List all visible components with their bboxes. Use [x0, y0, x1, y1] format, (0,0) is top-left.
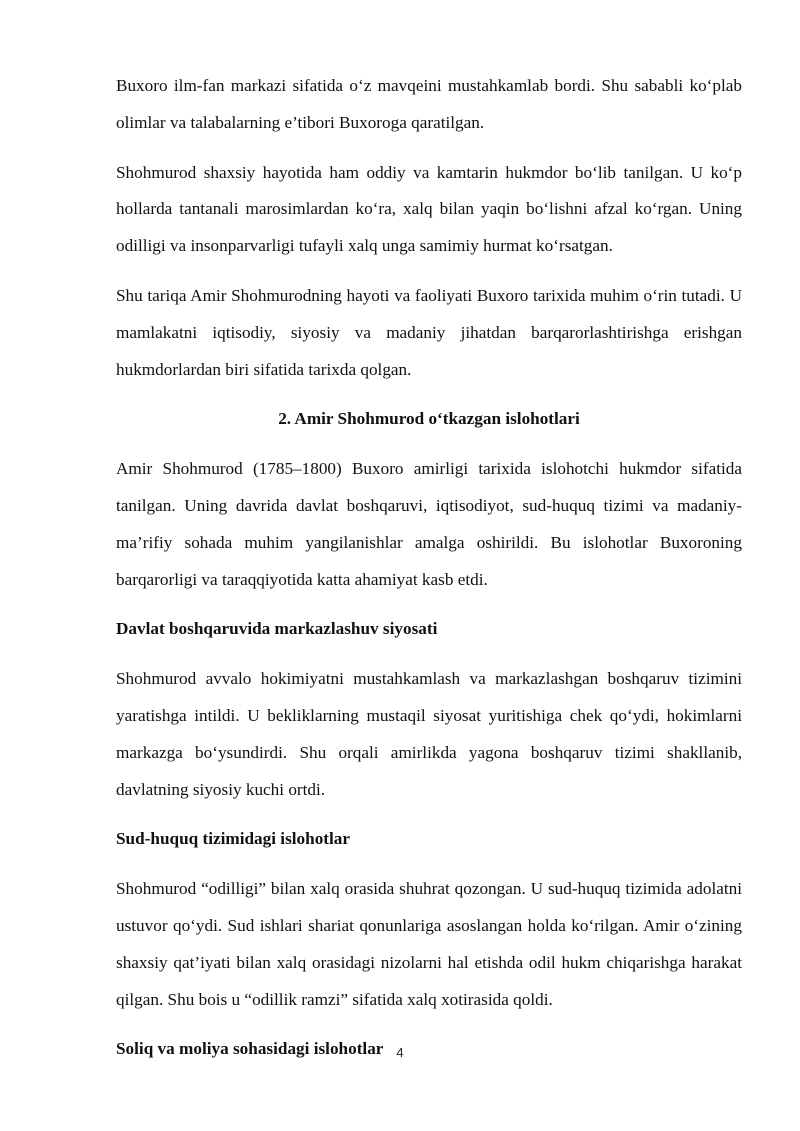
paragraph-5: Shohmurod avvalo hokimiyatni mustahkamlash va markazlashgan boshqaruv tizimini yaratishga intildi. U bekliklarning mustaqil siyosat yuritishiga chek qo‘ydi, hokimlarni markazga bo‘ysundirdi. Shu orqali amirlikda yagona boshqaruv tizimi shakllanib, davlatning siyosiy kuchi ortdi.	[116, 669, 742, 799]
subheading-tax-reforms: Soliq va moliya sohasidagi islohotlar	[116, 1039, 384, 1059]
subheading-judicial-reforms: Sud-huquq tizimidagi islohotlar	[116, 829, 351, 849]
paragraph-6: Shohmurod “odilligi” bilan xalq orasida shuhrat qozongan. U sud-huquq tizimida adolatni ustuvor qo‘ydi. Sud ishlari shariat qonunlariga asoslangan holda ko‘rilgan. Amir o‘zining shaxsiy qat’iyati bilan xalq orasidagi nizolarni hal etishda odil hukm chiqarishga harakat qilgan. Shu bois u “odillik ramzi” sifatida xalq xotirasida qoldi.	[116, 879, 742, 1009]
paragraph-2: Shohmurod shaxsiy hayotida ham oddiy va kamtarin hukmdor bo‘lib tanilgan. U ko‘p hollarda tantanali marosimlardan ko‘ra, xalq bilan yaqin bo‘lishni afzal ko‘rgan. Uning odilligi va insonparvarligi tufayli xalq unga samimiy hurmat ko‘rsatgan.	[116, 162, 742, 256]
page-number: 4	[396, 1045, 404, 1060]
paragraph-1: Buxoro ilm-fan markazi sifatida o‘z mavqeini mustahkamlab bordi. Shu sababli ko‘plab olimlar va talabalarning e’tibori Buxoroga qaratilgan.	[116, 76, 742, 132]
paragraph-4: Amir Shohmurod (1785–1800) Buxoro amirligi tarixida islohotchi hukmdor sifatida tanilgan. Uning davrida davlat boshqaruvi, iqtisodiyot, sud-huquq tizimi va madaniy-ma’rifiy sohada muhim yangilanishlar amalga oshirildi. Bu islohotlar Buxoroning barqarorligi va taraqqiyotida katta ahamiyat kasb etdi.	[116, 459, 742, 589]
paragraph-3: Shu tariqa Amir Shohmurodning hayoti va faoliyati Buxoro tarixida muhim o‘rin tutadi. U mamlakatni iqtisodiy, siyosiy va madaniy jihatdan barqarorlashtirishga erishgan hukmdorlardan biri sifatida tarixda qolgan.	[116, 285, 742, 379]
document-page	[116, 68, 742, 1081]
subheading-centralization: Davlat boshqaruvida markazlashuv siyosati	[116, 619, 438, 639]
section-heading: 2. Amir Shohmurod o‘tkazgan islohotlari	[278, 409, 580, 429]
